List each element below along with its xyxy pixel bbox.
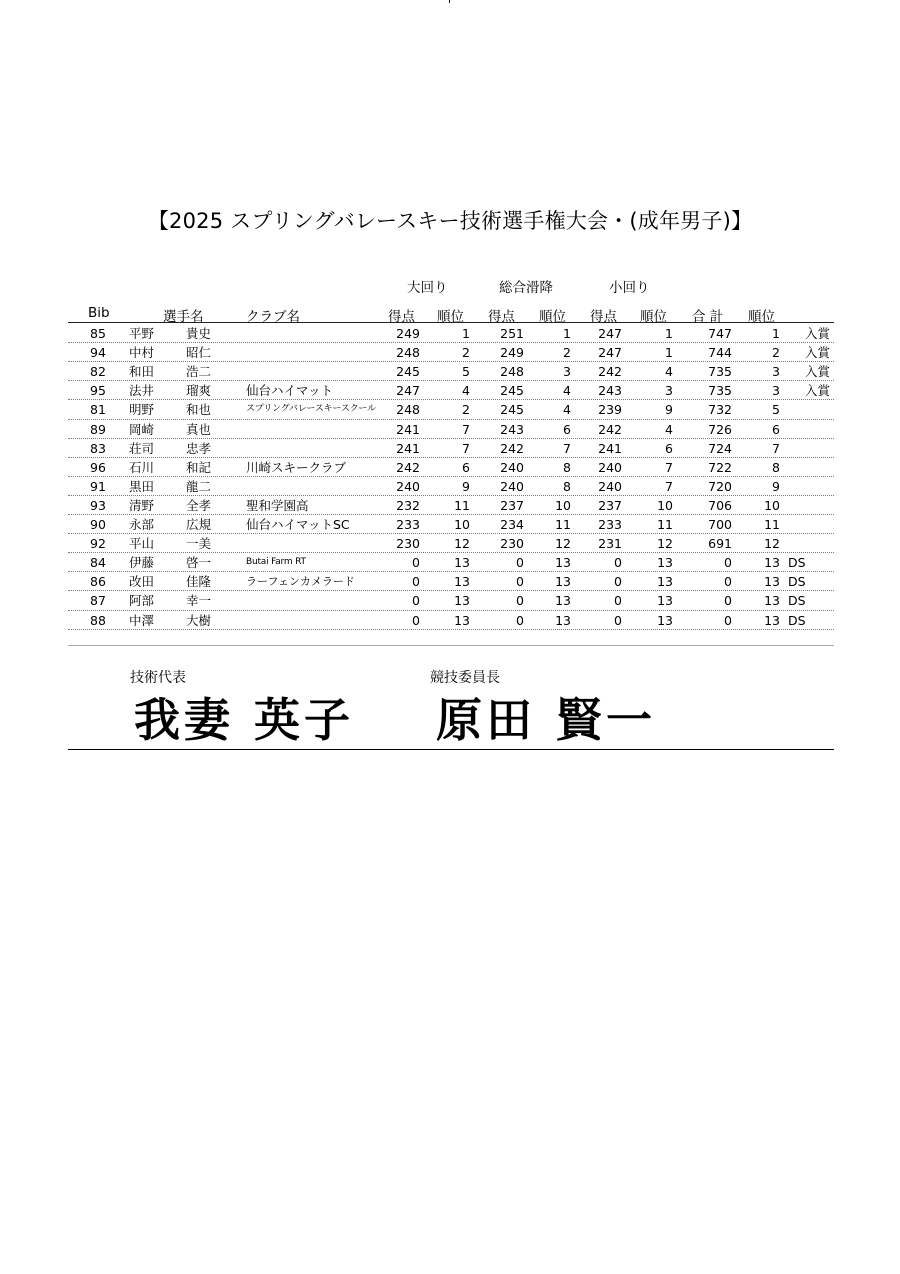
- last-name-cell: 中澤: [129, 612, 155, 628]
- total-cell: 726: [708, 421, 732, 437]
- total-rank-cell: 13: [764, 593, 780, 609]
- combined-score-cell: 249: [500, 345, 524, 361]
- short-score-cell: 240: [598, 459, 622, 475]
- bib-cell: 88: [90, 612, 106, 628]
- short-rank-cell: 12: [657, 536, 673, 552]
- first-name-cell: 真也: [186, 421, 212, 437]
- total-rank-cell: 12: [764, 536, 780, 552]
- club-cell: 仙台ハイマット: [246, 383, 334, 399]
- first-name-cell: 広規: [186, 517, 212, 532]
- combined-score-cell: 237: [500, 497, 524, 513]
- col-name: 選手名: [163, 309, 204, 325]
- last-name-cell: 黒田: [129, 478, 155, 494]
- combined-score-cell: 240: [500, 459, 524, 475]
- total-cell: 747: [708, 326, 732, 341]
- giant-rank-cell: 13: [454, 555, 470, 571]
- bib-cell: 85: [90, 326, 106, 341]
- short-score-cell: 231: [598, 536, 622, 552]
- combined-score-cell: 0: [516, 612, 524, 628]
- total-rank-cell: 5: [772, 402, 780, 418]
- combined-rank-cell: 12: [555, 536, 571, 552]
- total-cell: 735: [708, 364, 732, 380]
- total-cell: 0: [724, 593, 732, 609]
- last-name-cell: 永部: [129, 517, 155, 532]
- combined-rank-cell: 13: [555, 612, 571, 628]
- combined-rank-cell: 8: [563, 459, 571, 475]
- combined-rank-cell: 2: [563, 345, 571, 361]
- note-cell: 入賞: [805, 364, 831, 380]
- bib-cell: 91: [90, 478, 106, 494]
- total-cell: 735: [708, 383, 732, 399]
- club-cell: 聖和学園高: [246, 497, 309, 513]
- combined-score-cell: 248: [500, 364, 524, 380]
- giant-rank-cell: 2: [462, 402, 470, 418]
- footer-divider: [68, 645, 834, 646]
- last-name-cell: 和田: [129, 364, 155, 380]
- short-score-cell: 0: [614, 612, 622, 628]
- giant-score-cell: 247: [396, 383, 420, 399]
- note-cell: DS: [788, 574, 806, 590]
- short-score-cell: 239: [598, 402, 622, 418]
- last-name-cell: 伊藤: [129, 555, 155, 571]
- short-rank-cell: 6: [665, 440, 673, 456]
- bib-cell: 93: [90, 497, 106, 513]
- short-score-cell: 237: [598, 497, 622, 513]
- first-name-cell: 一美: [186, 536, 212, 552]
- col-club: クラブ名: [246, 309, 300, 325]
- combined-rank-cell: 4: [563, 402, 571, 418]
- total-rank-cell: 8: [772, 459, 780, 475]
- last-name-cell: 中村: [129, 345, 155, 361]
- col-short-score: 得点: [590, 309, 617, 325]
- first-name-cell: 大樹: [186, 612, 212, 628]
- club-cell: 川崎スキークラブ: [246, 459, 347, 475]
- event-header-combined: 総合滑降: [499, 280, 553, 296]
- bib-cell: 92: [90, 536, 106, 552]
- note-cell: 入賞: [805, 326, 831, 341]
- combined-score-cell: 234: [500, 517, 524, 532]
- first-name-cell: 啓一: [186, 555, 212, 571]
- short-rank-cell: 13: [657, 612, 673, 628]
- col-combined-score: 得点: [488, 309, 515, 325]
- club-cell: 仙台ハイマットSC: [246, 517, 350, 532]
- combined-rank-cell: 6: [563, 421, 571, 437]
- short-score-cell: 242: [598, 421, 622, 437]
- total-cell: 700: [708, 517, 732, 532]
- total-rank-cell: 13: [764, 574, 780, 590]
- total-rank-cell: 10: [764, 497, 780, 513]
- first-name-cell: 浩二: [186, 364, 212, 380]
- giant-rank-cell: 13: [454, 574, 470, 590]
- total-rank-cell: 9: [772, 478, 780, 494]
- last-name-cell: 改田: [129, 574, 155, 590]
- technical-delegate-label: 技術代表: [130, 670, 186, 686]
- technical-delegate-signature: 我妻 英子: [134, 693, 355, 747]
- note-cell: DS: [788, 555, 806, 571]
- total-rank-cell: 6: [772, 421, 780, 437]
- giant-score-cell: 0: [412, 574, 420, 590]
- event-header-short: 小回り: [609, 280, 650, 296]
- giant-rank-cell: 1: [462, 326, 470, 341]
- note-cell: DS: [788, 593, 806, 609]
- total-rank-cell: 11: [764, 517, 780, 532]
- giant-rank-cell: 9: [462, 478, 470, 494]
- short-score-cell: 240: [598, 478, 622, 494]
- giant-rank-cell: 2: [462, 345, 470, 361]
- combined-rank-cell: 13: [555, 555, 571, 571]
- club-cell: Butai Farm RT: [246, 557, 306, 568]
- col-giant-score: 得点: [388, 309, 415, 325]
- event-header-giant: 大回り: [407, 280, 448, 296]
- giant-score-cell: 241: [396, 440, 420, 456]
- first-name-cell: 龍二: [186, 478, 212, 494]
- giant-score-cell: 241: [396, 421, 420, 437]
- giant-score-cell: 0: [412, 555, 420, 571]
- total-rank-cell: 1: [772, 326, 780, 341]
- total-cell: 0: [724, 612, 732, 628]
- bib-cell: 86: [90, 574, 106, 590]
- bib-cell: 81: [90, 402, 106, 418]
- note-cell: 入賞: [805, 383, 831, 399]
- giant-rank-cell: 11: [454, 497, 470, 513]
- bib-cell: 87: [90, 593, 106, 609]
- combined-rank-cell: 8: [563, 478, 571, 494]
- giant-score-cell: 0: [412, 593, 420, 609]
- combined-score-cell: 0: [516, 574, 524, 590]
- total-cell: 691: [708, 536, 732, 552]
- short-score-cell: 242: [598, 364, 622, 380]
- short-score-cell: 0: [614, 593, 622, 609]
- giant-rank-cell: 10: [454, 517, 470, 532]
- bib-cell: 82: [90, 364, 106, 380]
- row-divider: [68, 629, 834, 630]
- total-rank-cell: 3: [772, 383, 780, 399]
- col-total-rank: 順位: [748, 309, 775, 325]
- giant-rank-cell: 12: [454, 536, 470, 552]
- top-mark: [449, 0, 450, 3]
- note-cell: 入賞: [805, 345, 831, 361]
- first-name-cell: 幸一: [186, 593, 212, 609]
- total-rank-cell: 13: [764, 555, 780, 571]
- short-rank-cell: 13: [657, 574, 673, 590]
- last-name-cell: 荘司: [129, 440, 155, 456]
- bib-cell: 84: [90, 555, 106, 571]
- col-short-rank: 順位: [640, 309, 667, 325]
- last-name-cell: 平山: [129, 536, 155, 552]
- short-score-cell: 247: [598, 345, 622, 361]
- last-name-cell: 清野: [129, 497, 155, 513]
- combined-score-cell: 242: [500, 440, 524, 456]
- page-title: 【2025 スプリングバレースキー技術選手権大会・(成年男子)】: [147, 209, 753, 233]
- short-score-cell: 241: [598, 440, 622, 456]
- total-rank-cell: 3: [772, 364, 780, 380]
- short-rank-cell: 4: [665, 421, 673, 437]
- total-rank-cell: 7: [772, 440, 780, 456]
- col-bib: Bib: [88, 305, 110, 321]
- total-cell: 744: [708, 345, 732, 361]
- total-rank-cell: 2: [772, 345, 780, 361]
- short-rank-cell: 13: [657, 593, 673, 609]
- signature-line: [68, 749, 834, 750]
- combined-score-cell: 230: [500, 536, 524, 552]
- giant-score-cell: 248: [396, 402, 420, 418]
- club-cell: ラーフェンカメラード: [246, 575, 355, 589]
- combined-rank-cell: 10: [555, 497, 571, 513]
- bib-cell: 90: [90, 517, 106, 532]
- total-rank-cell: 13: [764, 612, 780, 628]
- giant-score-cell: 0: [412, 612, 420, 628]
- chair-signature: 原田 賢一: [436, 693, 657, 747]
- giant-score-cell: 242: [396, 459, 420, 475]
- last-name-cell: 石川: [129, 459, 155, 475]
- short-rank-cell: 4: [665, 364, 673, 380]
- first-name-cell: 全孝: [186, 497, 212, 513]
- combined-score-cell: 245: [500, 383, 524, 399]
- last-name-cell: 岡崎: [129, 421, 155, 437]
- combined-rank-cell: 4: [563, 383, 571, 399]
- short-rank-cell: 9: [665, 402, 673, 418]
- short-rank-cell: 11: [657, 517, 673, 532]
- first-name-cell: 瑠爽: [186, 383, 212, 399]
- bib-cell: 94: [90, 345, 106, 361]
- total-cell: 0: [724, 574, 732, 590]
- short-score-cell: 0: [614, 555, 622, 571]
- giant-score-cell: 230: [396, 536, 420, 552]
- last-name-cell: 阿部: [129, 593, 155, 609]
- short-rank-cell: 1: [665, 326, 673, 341]
- combined-score-cell: 240: [500, 478, 524, 494]
- combined-rank-cell: 7: [563, 440, 571, 456]
- short-rank-cell: 1: [665, 345, 673, 361]
- combined-rank-cell: 13: [555, 593, 571, 609]
- giant-rank-cell: 4: [462, 383, 470, 399]
- giant-rank-cell: 7: [462, 421, 470, 437]
- giant-score-cell: 232: [396, 497, 420, 513]
- short-score-cell: 243: [598, 383, 622, 399]
- combined-score-cell: 251: [500, 326, 524, 341]
- combined-rank-cell: 3: [563, 364, 571, 380]
- bib-cell: 95: [90, 383, 106, 399]
- giant-rank-cell: 6: [462, 459, 470, 475]
- note-cell: DS: [788, 612, 806, 628]
- first-name-cell: 和記: [186, 459, 212, 475]
- combined-score-cell: 0: [516, 555, 524, 571]
- short-rank-cell: 3: [665, 383, 673, 399]
- total-cell: 0: [724, 555, 732, 571]
- chair-label: 競技委員長: [430, 670, 500, 686]
- giant-score-cell: 233: [396, 517, 420, 532]
- bib-cell: 83: [90, 440, 106, 456]
- total-cell: 706: [708, 497, 732, 513]
- short-rank-cell: 10: [657, 497, 673, 513]
- short-rank-cell: 7: [665, 459, 673, 475]
- giant-score-cell: 245: [396, 364, 420, 380]
- last-name-cell: 法井: [129, 383, 155, 399]
- short-rank-cell: 7: [665, 478, 673, 494]
- bib-cell: 96: [90, 459, 106, 475]
- giant-score-cell: 240: [396, 478, 420, 494]
- combined-rank-cell: 1: [563, 326, 571, 341]
- total-cell: 724: [708, 440, 732, 456]
- short-score-cell: 233: [598, 517, 622, 532]
- giant-score-cell: 249: [396, 326, 420, 341]
- club-cell: スプリングバレースキースクール: [246, 404, 376, 415]
- combined-score-cell: 0: [516, 593, 524, 609]
- giant-rank-cell: 5: [462, 364, 470, 380]
- col-giant-rank: 順位: [437, 309, 464, 325]
- col-total: 合 計: [692, 309, 724, 325]
- giant-score-cell: 248: [396, 345, 420, 361]
- short-rank-cell: 13: [657, 555, 673, 571]
- total-cell: 722: [708, 459, 732, 475]
- col-combined-rank: 順位: [539, 309, 566, 325]
- first-name-cell: 和也: [186, 402, 212, 418]
- giant-rank-cell: 7: [462, 440, 470, 456]
- short-score-cell: 0: [614, 574, 622, 590]
- first-name-cell: 佳隆: [186, 574, 212, 590]
- combined-rank-cell: 13: [555, 574, 571, 590]
- giant-rank-cell: 13: [454, 593, 470, 609]
- bib-cell: 89: [90, 421, 106, 437]
- total-cell: 732: [708, 402, 732, 418]
- short-score-cell: 247: [598, 326, 622, 341]
- giant-rank-cell: 13: [454, 612, 470, 628]
- first-name-cell: 貴史: [186, 326, 212, 341]
- first-name-cell: 昭仁: [186, 345, 212, 361]
- header-rule: [68, 322, 834, 323]
- last-name-cell: 平野: [129, 326, 155, 341]
- combined-score-cell: 243: [500, 421, 524, 437]
- total-cell: 720: [708, 478, 732, 494]
- combined-score-cell: 245: [500, 402, 524, 418]
- first-name-cell: 忠孝: [186, 440, 212, 456]
- last-name-cell: 明野: [129, 402, 155, 418]
- combined-rank-cell: 11: [555, 517, 571, 532]
